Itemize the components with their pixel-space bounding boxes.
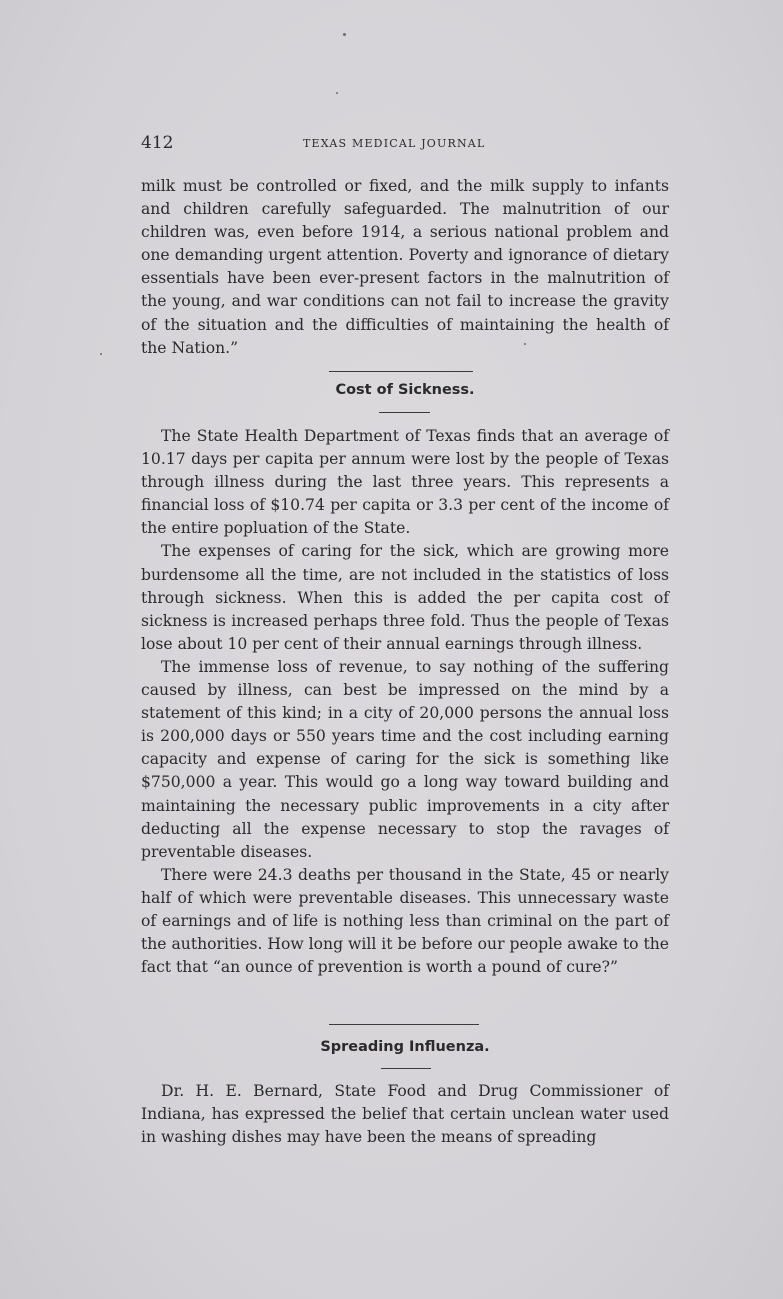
cost-of-sickness-body <box>141 425 669 979</box>
scan-speck <box>336 92 338 94</box>
journal-running-head: TEXAS MEDICAL JOURNAL <box>303 137 486 150</box>
influenza-paragraph-1: Dr. H. E. Bernard, State Food and Drug Commissioner of Indiana, has expressed the belief that certain unclean water used in washing dishes may have been the means of spreading <box>141 1082 669 1147</box>
scan-speck <box>100 353 102 355</box>
cost-paragraph-1: The State Health Department of Texas finds that an average of 10.17 days per capita per annum were lost by the people of Texas through illness during the last three years. This represents a financial loss of $10.74 per capita or 3.3 per cent of the income of the entire popluation of the State. <box>141 427 669 538</box>
section-heading-cost-of-sickness: Cost of Sickness. <box>335 382 475 398</box>
spreading-influenza-body <box>141 1080 669 1149</box>
scan-speck <box>343 33 346 36</box>
cost-paragraph-3: The immense loss of revenue, to say nothing of the suffering caused by illness, can best be impressed on the mind by a statement of this kind; in a city of 20,000 persons the annual loss is 200,000 days or 550 years time and the cost including earning capacity and expense of caring for the sick is something like $750,000 a year. This would go a long way toward building and maintaining the necessary public improvements in a city after deducting all the expense necessary to stop the ravages of preventable diseases. <box>141 657 669 861</box>
section-heading-underline <box>381 1068 431 1069</box>
section-heading-spreading-influenza: Spreading Influenza. <box>320 1039 490 1055</box>
cost-paragraph-2: The expenses of caring for the sick, which are growing more burdensome all the time, are not included in the statistics of loss through sickness. When this is added the per capita cost of sickness is increased perhaps three fold. Thus the people of Texas lose about 10 per cent of their annual earnings through illness. <box>141 542 669 653</box>
continuation-text <box>141 175 669 360</box>
section-heading-underline <box>379 412 430 413</box>
continuation-paragraph: milk must be controlled or fixed, and the milk supply to infants and children carefully safeguarded. The malnutrition of our children was, even before 1914, a serious national problem and one demanding urgent attention. Poverty and ignorance of dietary essentials have been ever-present factors in the malnutrition of the young, and war conditions can not fail to increase the gravity of the situation and the difficulties of maintaining the health of the Nation.” <box>141 177 669 357</box>
section-divider-top <box>329 1024 479 1025</box>
section-divider-top <box>329 371 473 372</box>
page-header <box>141 133 669 153</box>
page-number: 412 <box>141 133 174 153</box>
cost-paragraph-4: There were 24.3 deaths per thousand in the State, 45 or nearly half of which were preventable diseases. This unnecessary waste of earnings and of life is nothing less than criminal on the part of the authorities. How long will it be before our people awake to the fact that “an ounce of prevention is worth a pound of cure?” <box>141 865 669 977</box>
